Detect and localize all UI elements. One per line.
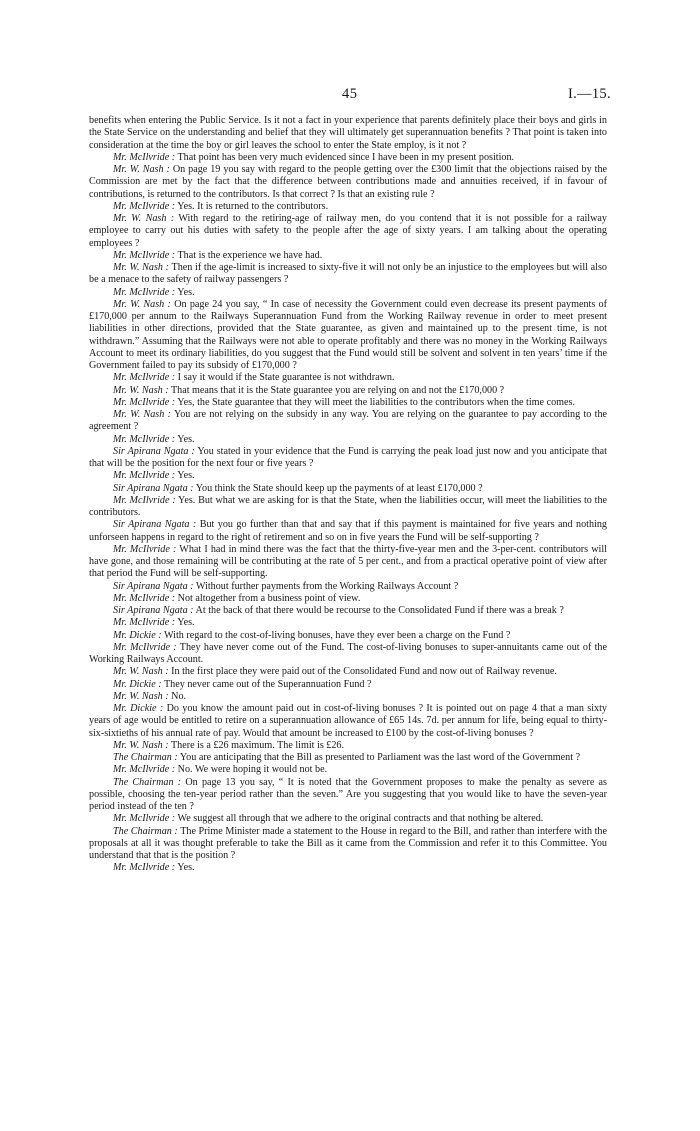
transcript-paragraph [89,764,607,776]
speech-text: There is a £26 maximum. The limit is £26. [170,739,345,751]
speech-text: benefits when entering the Public Service. Is it not a fact in your experience that parents definitely place their boys and girls in the State Service on the understanding and belief that they will ultimately get superannuation benefits ? That point is taken into consideration at the time the boy or girl leaves the school to enter the State employ, is it not ? [89,115,607,151]
speech-text: That means that it is the State guarantee you are relying on and not the £170,000 ? [170,384,505,396]
speaker-name: Mr. McIlvride : [113,249,176,261]
transcript-paragraph [89,262,607,287]
speech-text: I say it would if the State guarantee is not withdrawn. [177,372,395,384]
speech-text: That is the experience we have had. [177,249,323,261]
speaker-name: Mr. McIlvride : [113,617,176,629]
speech-text: They never came out of the Superannuation Fund ? [164,678,372,690]
speaker-name: Mr. W. Nash : [113,384,169,396]
speaker-name: The Chairman : [113,825,178,837]
transcript-paragraph [89,213,607,250]
speaker-name: Mr. W. Nash : [113,690,169,702]
transcript-paragraph [89,813,607,825]
transcript-body [89,115,607,875]
transcript-paragraph [89,495,607,520]
speaker-name: Mr. McIlvride : [113,813,176,825]
speech-text: You are not relying on the subsidy in any way. You are relying on the guarantee to pay according to the agreement ? [89,409,608,433]
speaker-name: Mr. Dickie : [113,629,162,641]
speech-text: No. [171,690,187,702]
speaker-name: Mr. McIlvride : [113,764,176,776]
speaker-name: Mr. W. Nash : [113,213,175,224]
speech-text: On page 19 you say with regard to the people getting over the £300 limit that the objections raised by the Commission are met by the fact that the difference between contributions made and annuities received, if in favour of contributions, is returned to the contributors. Is that correct ? Is that an existing rule ? [89,164,608,200]
speaker-name: Sir Apirana Ngata : [113,482,194,494]
speech-text: No. We were hoping it would not be. [177,764,328,776]
speech-text: But you go further than that and say that if this payment is maintained for five years and nothing unforseen happens in regard to the right of retirement and so on in five years the Fund will be self-supporting ? [89,519,607,543]
transcript-paragraph [89,581,607,593]
speech-text: Then if the age-limit is increased to sixty-five it will not only be an injustice to the employees but will also be a menace to the safety of railway passengers ? [89,262,607,286]
speaker-name: Mr. W. Nash : [113,409,171,420]
speech-text: That point has been very much evidenced since I have been in my present position. [177,151,515,163]
speaker-name: Mr. McIlvride : [113,151,176,163]
speaker-name: The Chairman : [113,752,178,763]
transcript-paragraph [89,483,607,495]
transcript-paragraph [89,642,607,667]
transcript-paragraph [89,115,607,152]
speech-text: At the back of that there would be recourse to the Consolidated Fund if there was a break ? [195,605,564,616]
speaker-name: Mr. McIlvride : [113,470,176,482]
transcript-paragraph [89,691,607,703]
transcript-paragraph [89,201,607,213]
transcript-paragraph [89,299,607,373]
speech-text: Do you know the amount paid out in cost-of-living bonuses ? It is pointed out on page 4 that a man sixty years of age would be entitled to retire on a superannuation allowance of £65 14s. 7d. per annum for life, being equal to thirty-six-sixtieths of his annual rate of pay. Would that amount be increased to £100 by the cost-of-living bonuses ? [89,703,607,739]
speaker-name: Mr. McIlvride : [113,592,176,604]
transcript-paragraph [89,593,607,605]
transcript-paragraph [89,862,607,874]
speaker-name: Mr. W. Nash : [113,298,171,310]
transcript-paragraph [89,409,607,434]
speaker-name: Mr. McIlvride : [113,372,176,384]
transcript-paragraph [89,519,607,544]
speech-text: What I had in mind there was the fact that the thirty-five-year men and the 3-per-cent. contributors will have gone, and those remaining will be contributing at the rate of 5 per cent., and from a practical operative point of view after that period the Fund will be self-supporting. [89,543,607,580]
transcript-paragraph [89,826,607,863]
transcript-paragraph [89,250,607,262]
transcript-paragraph [89,434,607,446]
speaker-name: The Chairman : [113,776,182,788]
speaker-name: Mr. McIlvride : [113,494,176,506]
speech-text: In the first place they were paid out of the Consolidated Fund and now out of Railway revenue. [171,666,557,678]
speaker-name: Mr. W. Nash : [113,262,170,273]
transcript-paragraph [89,605,607,617]
speech-text: The Prime Minister made a statement to the House in regard to the Bill, and rather than interfere with the proposals at all it was thought preferable to take the Bill as it came from the Commission and refer it to this Committee. You understand that that is the position ? [89,825,607,861]
speech-text: You stated in your evidence that the Fund is carrying the peak load just now and you anticipate that that will be the position for the next four or five years ? [89,445,607,469]
transcript-paragraph [89,630,607,642]
transcript-paragraph [89,703,607,740]
speech-text: Yes. It is returned to the contributors. [177,200,329,212]
speaker-name: Mr. McIlvride : [113,543,177,555]
speech-text: They have never come out of the Fund. The cost-of-living bonuses to super-annuitants came out of the Working Railways Account. [89,641,607,665]
speech-text: On page 13 you say, “ It is noted that the Government proposes to make the penalty as severe as possible, choosing the ten-year period rather than the seven.” Are you suggesting that you would like to have the seven-year period instead of the ten ? [89,776,607,812]
speaker-name: Mr. McIlvride : [113,396,176,408]
speaker-name: Mr. Dickie : [113,678,162,690]
transcript-paragraph [89,777,607,814]
speaker-name: Sir Apirana Ngata : [113,580,194,592]
speech-text: Yes. [177,470,195,482]
transcript-paragraph [89,679,607,691]
transcript-paragraph [89,287,607,299]
transcript-paragraph [89,446,607,471]
transcript-paragraph [89,617,607,629]
speaker-name: Mr. W. Nash : [113,739,169,751]
speech-text: Yes. [177,617,195,629]
speaker-name: Mr. W. Nash : [113,666,169,678]
page-header [0,86,700,108]
speech-text: Yes. [177,286,195,298]
transcript-paragraph [89,385,607,397]
transcript-paragraph [89,152,607,164]
speaker-name: Mr. McIlvride : [113,641,177,653]
speech-text: Without further payments from the Working Railways Account ? [195,580,459,592]
speaker-name: Sir Apirana Ngata : [113,605,194,616]
speaker-name: Mr. Dickie : [113,703,164,714]
speech-text: You are anticipating that the Bill as presented to Parliament was the last word of the Government ? [179,752,581,763]
speech-text: With regard to the cost-of-living bonuses, have they ever been a charge on the Fund ? [164,629,511,641]
speaker-name: Mr. McIlvride : [113,286,176,298]
speech-text: You think the State should keep up the payments of at least £170,000 ? [195,482,483,494]
transcript-paragraph [89,544,607,581]
speech-text: Yes, the State guarantee that they will meet the liabilities to the contributors when the time comes. [177,396,575,408]
speaker-name: Mr. McIlvride : [113,862,176,874]
speech-text: We suggest all through that we adhere to the original contracts and that nothing be altered. [177,813,544,825]
speech-text: Not altogether from a business point of view. [177,592,361,604]
speaker-name: Mr. McIlvride : [113,200,176,212]
speech-text: Yes. [177,433,195,445]
transcript-paragraph [89,372,607,384]
transcript-paragraph [89,164,607,201]
transcript-paragraph [89,470,607,482]
speech-text: Yes. [177,862,195,874]
speaker-name: Mr. McIlvride : [113,433,176,445]
document-reference: I.—15. [568,86,611,102]
page-number: 45 [342,86,358,102]
transcript-paragraph [89,397,607,409]
speech-text: On page 24 you say, “ In case of necessity the Government could even decrease its present payments of £170,000 per annum to the Railways Superannuation Fund from the Working Railway revenue in order to meet present liabilities in other directions, provided that the State guarantee, as given and maintained up to the present time, is not withdrawn.” Assuming that the Railways were not able to operate profitably and there was no money in the Working Railways Account to meet its ordinary liabilities, do you suggest that the Fund would still be solvent and solvent in ten years’ time if the Government failed to pay its subsidy of £170,000 ? [89,298,607,371]
speech-text: Yes. But what we are asking for is that the State, when the liabilities occur, will meet the liabilities to the contributors. [89,494,607,518]
transcript-paragraph [89,666,607,678]
speaker-name: Mr. W. Nash : [113,164,170,175]
speaker-name: Sir Apirana Ngata : [113,519,197,531]
speech-text: With regard to the retiring-age of railway men, do you contend that it is not possible for a railway employee to carry out his duties with safety to the people after the age of sixty years. I am talking about the operating employees ? [89,213,607,249]
speaker-name: Sir Apirana Ngata : [113,445,195,457]
transcript-paragraph [89,752,607,764]
transcript-paragraph [89,740,607,752]
